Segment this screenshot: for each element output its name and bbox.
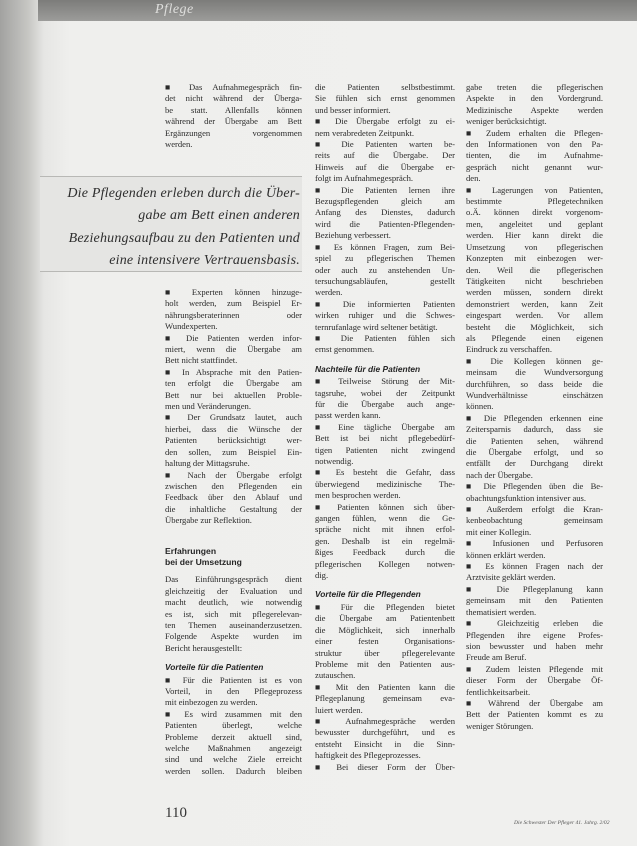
text-line: ßiges Feedback durch die	[315, 547, 455, 558]
text-line: welche Maßnahmen angezeigt	[165, 743, 302, 754]
heading-line: Nachteile für die Patienten	[315, 363, 421, 374]
paragraph	[466, 618, 603, 664]
text-line: Konzepten mit einbezogen wer-	[466, 253, 603, 264]
paragraph	[466, 356, 603, 413]
paragraph	[466, 664, 603, 698]
pull-quote-line: gabe am Bett einen anderen	[138, 208, 300, 224]
text-line: ■ Außerdem erfolgt die Kran-	[466, 504, 603, 515]
text-line: tienten, die im Aufnahme-	[466, 150, 603, 161]
paragraph	[315, 333, 455, 356]
text-line: gespräch nicht genannt wur-	[466, 161, 603, 172]
heading-line: bei der Umsetzung	[165, 556, 242, 567]
text-line: be statt. Allenfalls können	[165, 104, 302, 115]
text-line: den.	[466, 173, 481, 184]
text-line: passt werden kann.	[315, 410, 381, 421]
paragraph	[466, 561, 603, 584]
text-line: ■ Die Patienten warten be-	[315, 139, 455, 150]
text-line: besteht die Möglichkeit, sich	[466, 321, 603, 332]
text-line: die Übergabe erfolgt, und so	[466, 447, 603, 457]
text-line: ■ Es können Fragen nach der	[466, 561, 603, 572]
text-line: sind und welche Ziele erreicht	[165, 754, 302, 765]
section-title: Pflege	[155, 2, 194, 17]
text-line: oder auch zu anstehenden Un-	[315, 264, 455, 275]
text-line: können erklärt werden.	[466, 549, 546, 560]
text-line: es ist, sich mit pflegerelevan-	[165, 608, 302, 619]
journal-reference: Die Schwester Der Pfleger 41. Jahrg. 2/02	[514, 820, 610, 826]
paragraph	[315, 716, 455, 762]
text-line: Anfang des Dienstes, dadurch	[315, 207, 455, 218]
paragraph	[315, 82, 455, 116]
text-line: tersuchungsabläufen, gestellt	[315, 275, 455, 286]
paragraph	[466, 128, 603, 185]
text-line: Bett nicht stattfindet.	[165, 355, 238, 366]
text-line: Patienten überlegt, welche	[165, 720, 302, 731]
text-line: ■ Mit den Patienten kann die	[315, 681, 455, 692]
text-line: Bezugspflegenden gleich am	[315, 196, 455, 207]
paragraph	[165, 709, 302, 777]
text-line: men und Veränderungen.	[165, 401, 251, 412]
page-number: 110	[165, 805, 187, 821]
section-heading	[165, 546, 302, 569]
text-line: eingespart werden. Vor allem	[466, 310, 603, 321]
section-header-bar	[38, 0, 637, 21]
text-line: gabe treten die pflegerischen	[466, 82, 603, 92]
text-line: Übergabe zur Reflektion.	[165, 515, 252, 526]
column-1-bottom	[165, 287, 302, 777]
text-line: die inhaltliche Gestaltung der	[165, 503, 302, 514]
text-line: ten erfolgt die Übergabe am	[165, 378, 302, 389]
paragraph	[315, 116, 455, 139]
text-line: ■ Das Aufnahmegespräch fin-	[165, 82, 302, 92]
paragraph	[165, 470, 302, 527]
text-line: ten Themen auseinanderzusetzen.	[165, 619, 302, 630]
text-line: pflegerischen Kollegen notwen-	[315, 558, 455, 569]
section-heading	[315, 589, 455, 600]
paragraph	[466, 504, 603, 538]
text-line: mit einbezogen zu werden.	[165, 697, 258, 708]
text-line: ■ Die Patienten lernen ihre	[315, 184, 455, 195]
text-line: als Pflegende einen eigenen	[466, 332, 603, 343]
text-line: Folgende Aspekte wurden im	[165, 631, 302, 642]
text-line: entsteht Einsicht in die Sinn-	[315, 738, 455, 749]
text-line: gleichzeitig der Evaluation und	[165, 585, 302, 596]
paragraph	[315, 502, 455, 582]
text-line: ■ Der Grundsatz lautet, auch	[165, 412, 302, 423]
text-line: Sie fühlen sich ernst genommen	[315, 93, 455, 104]
text-line: Umsetzung von pflegerischen	[466, 241, 603, 252]
paragraph	[466, 584, 603, 618]
text-line: ■ Die Pflegeplanung kann	[466, 583, 603, 594]
text-line: men besprochen werden.	[315, 490, 401, 501]
text-line: und besser informiert.	[315, 104, 391, 115]
text-line: ■ Die Pflegenden erkennen eine	[466, 412, 603, 423]
text-line: meinsam die Wundversorgung	[466, 367, 603, 378]
text-line: ■ Zudem leisten Pflegende mit	[466, 663, 603, 674]
column-2	[315, 82, 455, 773]
text-line: wirken ruhiger und die Schwes-	[315, 310, 455, 321]
paragraph	[315, 682, 455, 716]
paragraph	[466, 698, 603, 732]
paragraph	[315, 139, 455, 185]
paragraph	[466, 82, 603, 128]
text-line: durchführen, so dass beide die	[466, 378, 603, 389]
paragraph	[315, 422, 455, 468]
text-line: spräche nicht mit ihnen erfol-	[315, 524, 455, 535]
text-line: tagsruhe, wobei der Zeitpunkt	[315, 387, 455, 398]
text-line: ■ Es wird zusammen mit den	[165, 708, 302, 719]
paragraph	[315, 299, 455, 333]
text-line: mit einer Kollegin.	[466, 526, 532, 537]
text-line: die Möglichkeit, sich innerhalb	[315, 624, 455, 635]
text-line: werden müssen, sondern direkt	[466, 287, 603, 298]
text-line: gangen fühlen, wenn die Ge-	[315, 513, 455, 524]
text-line: ■ Eine tägliche Übergabe am	[315, 421, 455, 432]
text-line: nem verabredeten Zeitpunkt.	[315, 127, 415, 138]
text-line: Probleme derzeit aktuell sind,	[165, 731, 302, 742]
text-line: den. Weil die pflegerischen	[466, 264, 603, 275]
text-line: ■ In Absprache mit den Patien-	[165, 366, 302, 377]
text-line: Beziehung verbessert.	[315, 230, 391, 241]
text-line: Bett nur bei aktuellen Proble-	[165, 389, 302, 400]
paragraph	[466, 185, 603, 356]
pull-quote-line: Die Pflegenden erleben durch die Über-	[67, 186, 300, 201]
text-line: ernst genommen.	[315, 344, 375, 355]
text-line: zutauschen.	[315, 670, 356, 681]
text-line: kenbeobachtung gemeinsam	[466, 515, 603, 526]
text-line: det nicht während der Überga-	[165, 93, 302, 104]
paragraph	[315, 602, 455, 682]
paragraph	[466, 413, 603, 481]
text-line: überwiegend medizinische The-	[315, 478, 455, 489]
text-line: zwischen den Pflegenden ein	[165, 480, 302, 491]
text-line: dieser Form der Übergabe Öf-	[466, 675, 603, 686]
text-line: einer festen Organisations-	[315, 636, 455, 647]
paragraph	[315, 242, 455, 299]
section-heading	[315, 364, 455, 375]
text-line: Feedback über den Ablauf und	[165, 492, 302, 503]
text-line: notwendig.	[315, 456, 354, 466]
text-line: ■ Die Pflegenden üben die Be-	[466, 481, 603, 492]
text-line: werden.	[165, 139, 193, 150]
text-line: Patienten berücksichtigt wer-	[165, 435, 302, 446]
text-line: Tätigkeiten nicht beschrieben	[466, 275, 603, 286]
paragraph	[315, 467, 455, 501]
text-line: den Informationen von den Pa-	[466, 139, 603, 150]
text-line: ■ Die Übergabe erfolgt zu ei-	[315, 116, 455, 127]
text-line: bestimmte Pflegetechniken	[466, 196, 603, 207]
text-line: ■ Zudem erhalten die Pflegen-	[466, 127, 603, 138]
text-line: weniger berücksichtigt.	[466, 116, 547, 127]
text-line: ■ Gleichzeitig erleben die	[466, 618, 603, 629]
text-line: luiert werden.	[315, 704, 363, 715]
text-line: Wundverhältnisse einschätzen	[466, 389, 603, 400]
text-line: Freude am Beruf.	[466, 652, 527, 663]
text-line: gemeinsam mit den Patienten	[466, 595, 603, 606]
section-heading	[165, 662, 302, 673]
text-line: ■ Die Kollegen können ge-	[466, 355, 603, 366]
text-line: Wundexperten.	[165, 321, 218, 332]
text-line: werden sollen. Dadurch bleiben	[165, 765, 302, 776]
paragraph	[165, 675, 302, 709]
text-line: ■ Für die Patienten ist es von	[165, 674, 302, 685]
text-line: entfällt der Durchgang direkt	[466, 458, 603, 469]
heading-line: Vorteile für die Patienten	[165, 662, 264, 673]
text-line: tigen Patienten nicht zwingend	[315, 444, 455, 455]
text-line: nach der Übergabe.	[466, 469, 533, 480]
paragraph	[165, 82, 302, 150]
paragraph	[165, 333, 302, 367]
text-line: bewusster durchgeführt, und es	[315, 727, 455, 738]
heading-line: Vorteile für die Pflegenden	[315, 589, 421, 600]
text-line: hierbei, dass die Wünsche der	[165, 423, 302, 434]
text-line: weniger Störungen.	[466, 720, 534, 731]
text-line: Pflegenden ihre eigene Profes-	[466, 629, 603, 640]
paragraph	[165, 412, 302, 469]
text-line: ■ Die Patienten fühlen sich	[315, 332, 455, 343]
text-line: ■ Experten können hinzuge-	[165, 287, 302, 297]
text-line: die Patienten selbstbestimmt.	[315, 82, 455, 92]
text-line: ■ Patienten können sich über-	[315, 501, 455, 512]
text-line: o.Ä. können direkt vorgenom-	[466, 207, 603, 218]
paragraph	[466, 538, 603, 561]
text-line: ■ Die informierten Patienten	[315, 298, 455, 309]
text-line: spiel zu pflegerischen Themen	[315, 253, 455, 264]
text-line: Bett ist bei nicht pflegebedürf-	[315, 433, 455, 444]
text-line: macht deutlich, wie notwendig	[165, 597, 302, 608]
text-line: Arztvisite geklärt werden.	[466, 572, 556, 583]
text-line: folgt im Aufnahmegespräch.	[315, 173, 414, 184]
text-line: ■ Für die Pflegenden bietet	[315, 601, 455, 612]
text-line: werden. Hier kann direkt die	[466, 230, 603, 241]
text-line: wird die Patienten-Pflegenden-	[315, 218, 455, 229]
text-line: dig.	[315, 570, 329, 581]
text-line: obachtungsfunktion intensiver aus.	[466, 492, 587, 503]
pull-quote-line: Beziehungsaufbau zu den Patienten und	[68, 230, 300, 246]
paragraph	[315, 376, 455, 422]
text-line: können.	[466, 401, 494, 412]
text-line: ■ Infusionen und Perfusoren	[466, 538, 603, 549]
text-line: Zeitersparnis dadurch, dass sie	[466, 424, 603, 435]
text-line: sion bewusster und haben mehr	[466, 640, 603, 651]
text-line: nährungsberaterinnen oder	[165, 309, 302, 320]
column-1-top	[165, 82, 302, 150]
paragraph	[315, 185, 455, 242]
text-line: ■ Es können Fragen, zum Bei-	[315, 241, 455, 252]
text-line: fentlichkeitsarbeit.	[466, 686, 531, 697]
text-line: Vorteil, in den Pflegeprozess	[165, 686, 302, 696]
text-line: die Patienten sehen, während	[466, 435, 603, 446]
text-line: die Übergabe am Patientenbett	[315, 613, 455, 624]
text-line: Hinweis auf die Übergabe er-	[315, 161, 455, 172]
text-line: Pflegeplanung gemeinsam eva-	[315, 693, 455, 704]
text-line: struktur über pflegerelevante	[315, 647, 455, 658]
text-line: Medizinische Aspekte werden	[466, 104, 603, 115]
text-line: Ergänzungen vorgenommen	[165, 127, 302, 138]
text-line: thematisiert werden.	[466, 606, 537, 617]
text-line: haftigkeit des Pflegeprozesses.	[315, 750, 421, 761]
text-line: ternrufanlage wird seltener betätigt.	[315, 321, 438, 332]
paragraph	[165, 574, 302, 654]
pull-quote	[40, 176, 302, 272]
text-line: ■ Bei dieser Form der Über-	[315, 761, 455, 772]
text-line: Das Einführungsgespräch dient	[165, 574, 302, 585]
paragraph	[315, 762, 455, 773]
text-line: den sollen, zum Beispiel Ein-	[165, 446, 302, 457]
paragraph	[466, 481, 603, 504]
text-line: ■ Teilweise Störung der Mit-	[315, 376, 455, 387]
text-line: men, angeleitet und geplant	[466, 218, 603, 229]
text-line: ■ Während der Übergabe am	[466, 697, 603, 708]
text-line: holt werden, zum Beispiel Er-	[165, 298, 302, 309]
text-line: ■ Aufnahmegespräche werden	[315, 715, 455, 726]
text-line: während der Übergabe am Bett	[165, 116, 302, 127]
text-line: reits auf die Übergabe. Der	[315, 150, 455, 161]
text-line: miert, wenn die Übergabe am	[165, 344, 302, 355]
paragraph	[165, 287, 302, 333]
pull-quote-line: eine intensivere Vertrauensbasis.	[109, 252, 300, 268]
text-line: Probleme mit den Patienten aus-	[315, 658, 455, 669]
text-line: für die Übergabe auch ange-	[315, 398, 455, 409]
paragraph	[165, 367, 302, 413]
heading-line: Erfahrungen	[165, 545, 217, 556]
text-line: ■ Es besteht die Gefahr, dass	[315, 467, 455, 478]
text-line: Bericht herausgestellt:	[165, 642, 243, 653]
text-line: werden.	[315, 287, 343, 298]
text-line: haltung der Mittagsruhe.	[165, 458, 250, 469]
text-line: ■ Nach der Übergabe erfolgt	[165, 469, 302, 480]
text-line: gen. Deshalb ist ein regelmä-	[315, 535, 455, 546]
text-line: ■ Lagerungen von Patienten,	[466, 184, 603, 195]
text-line: Eindruck zu verschaffen.	[466, 344, 552, 355]
text-line: Bett der Patienten kommt es zu	[466, 709, 603, 720]
column-3	[466, 82, 603, 732]
text-line: Aspekte in den Vordergrund.	[466, 93, 603, 104]
text-line: demonstriert werden, kann Zeit	[466, 298, 603, 309]
text-line: ■ Die Patienten werden infor-	[165, 332, 302, 343]
